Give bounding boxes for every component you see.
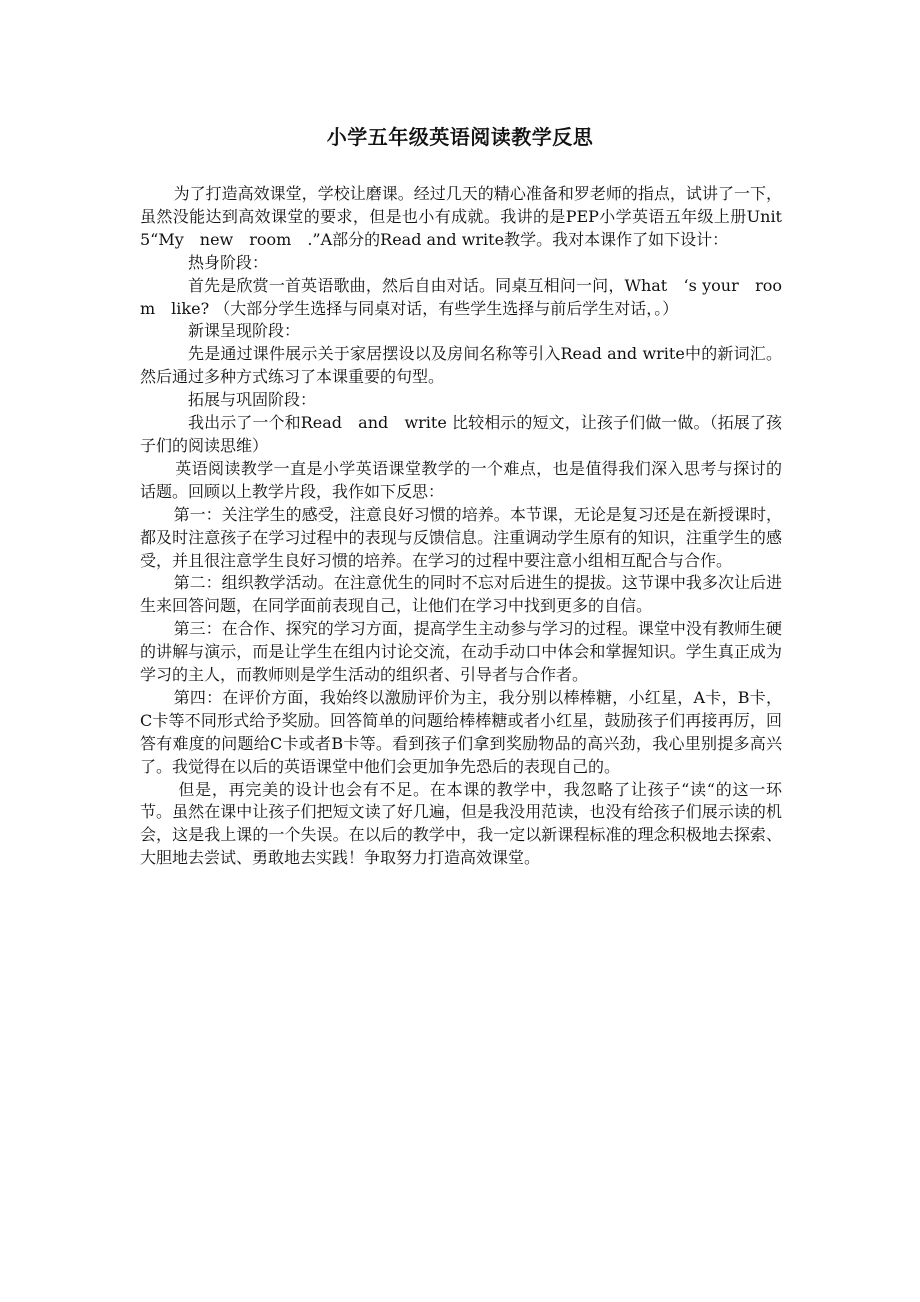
paragraph-warmup: 首先是欣赏一首英语歌曲，然后自由对话。同桌互相问一问，What ‘s your room like? （大部分学生选择与同桌对话，有些学生选择与前后学生对话，。） xyxy=(140,275,782,318)
paragraph-warmup-heading: 热身阶段： xyxy=(188,252,269,272)
paragraph-point-one: 第一：关注学生的感受，注意良好习惯的培养。本节课，无论是复习还是在新授课时，都及时注意孩子在学习过程中的表现与反馈信息。注重调动学生原有的知识，注重学生的感受，并且很注意学生良好习惯的培养。在学习的过程中要注意小组相互配合与合作。 xyxy=(140,504,782,570)
document-body xyxy=(140,183,782,870)
paragraph-conclusion: 但是，再完美的设计也会有不足。在本课的教学中，我忽略了让孩子“读“的这一环节。虽然在课中让孩子们把短文读了好几遍，但是我没用范读，也没有给孩子们展示读的机会，这是我上课的一个失误。在以后的教学中，我一定以新课程标准的理念积极地去探索、大胆地去尝试、勇敢地去实践！争取努力打造高效课堂。 xyxy=(140,779,782,868)
paragraph-extension-heading: 拓展与巩固阶段： xyxy=(188,390,317,410)
paragraph-point-two: 第二：组织教学活动。在注意优生的同时不忘对后进生的提拔。这节课中我多次让后进生来回答问题，在同学面前表现自己，让他们在学习中找到更多的自信。 xyxy=(140,573,782,616)
paragraph-reflection-intro: 英语阅读教学一直是小学英语课堂教学的一个难点，也是值得我们深入思考与探讨的话题。回顾以上教学片段，我作如下反思： xyxy=(140,458,782,501)
paragraph-point-four: 第四：在评价方面，我始终以激励评价为主，我分别以棒棒糖，小红星，A卡，B卡，C卡等不同形式给予奖励。回答简单的问题给棒棒糖或者小红星，鼓励孩子们再接再厉，回答有难度的问题给C卡或者B卡等。看到孩子们拿到奖励物品的高兴劲，我心里别提多高兴了。我觉得在以后的英语课堂中他们会更加争先恐后的表现自己的。 xyxy=(140,687,782,776)
document-title: 小学五年级英语阅读教学反思 xyxy=(326,125,594,149)
paragraph-extension: 我出示了一个和Read and write 比较相示的短文，让孩子们做一做。（拓展了孩子们的阅读思维） xyxy=(140,413,782,455)
paragraph-presentation-heading: 新课呈现阶段： xyxy=(188,321,301,341)
paragraph-intro: 为了打造高效课堂，学校让磨课。经过几天的精心准备和罗老师的指点，试讲了一下，虽然没能达到高效课堂的要求，但是也小有成就。我讲的是PEP小学英语五年级上册Unit 5“My new room .”A部分的Read and write教学。我对本课作了如下设计： xyxy=(140,184,782,249)
paragraph-point-three: 第三：在合作、探究的学习方面，提高学生主动参与学习的过程。课堂中没有教师生硬的讲解与演示，而是让学生在组内讨论交流，在动手动口中体会和掌握知识。学生真正成为学习的主人，而教师则是学生活动的组织者、引导者与合作者。 xyxy=(140,619,782,685)
paragraph-presentation: 先是通过课件展示关于家居摆设以及房间名称等引入Read and write中的新词汇。 然后通过多种方式练习了本课重要的句型。 xyxy=(140,344,782,387)
